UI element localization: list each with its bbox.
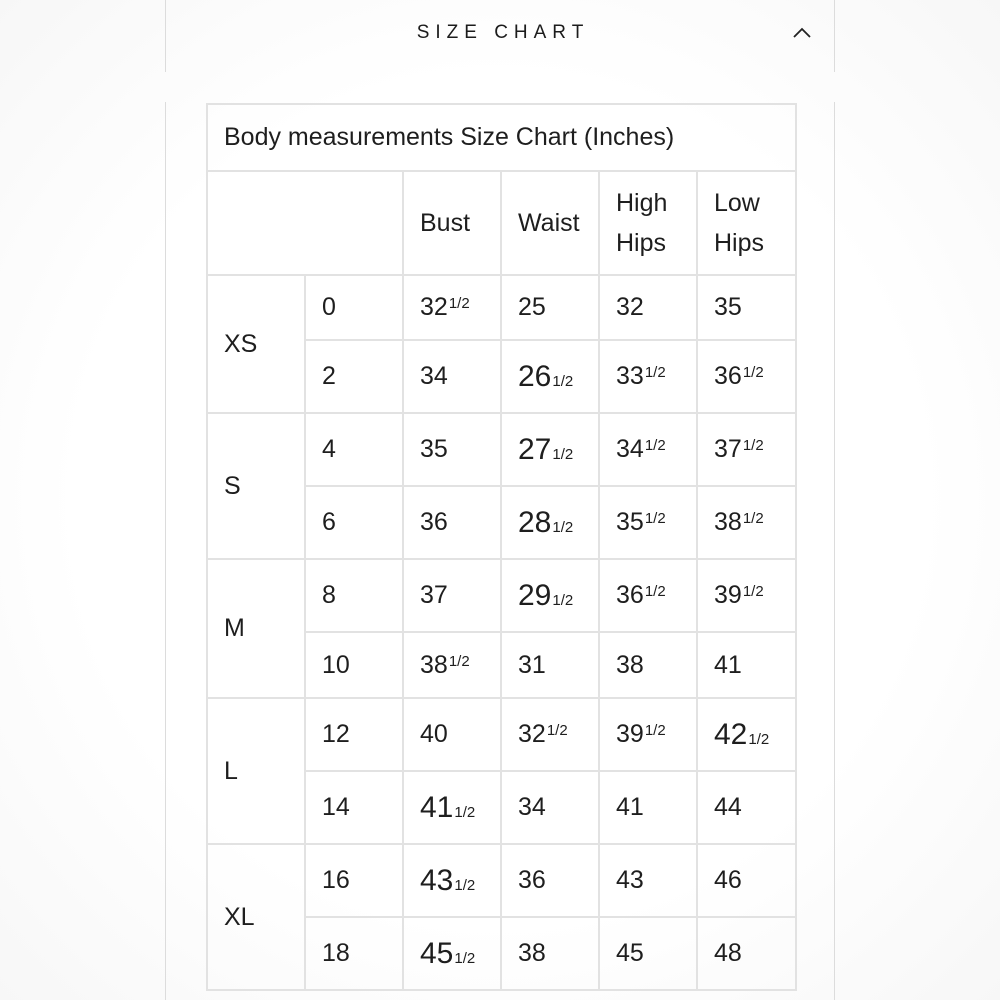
measurement-cell — [599, 559, 697, 632]
table-row — [207, 698, 796, 771]
measurement-whole: 29 — [518, 578, 552, 612]
measurement-whole: 39 — [714, 581, 742, 609]
measurement-cell — [501, 340, 599, 413]
measurement-fraction: 1/2 — [454, 876, 476, 894]
measurement-whole: 35 — [616, 508, 644, 536]
measurement-whole: 35 — [714, 293, 742, 321]
measurement-cell — [501, 486, 599, 559]
measurement-fraction: 1/2 — [644, 510, 666, 527]
measurement-cell — [501, 275, 599, 340]
measurement-cell — [501, 698, 599, 771]
measurement-whole: 32 — [616, 293, 644, 321]
numeric-size-cell: 18 — [305, 917, 403, 990]
measurement-whole: 36 — [420, 508, 448, 536]
measurement-cell — [501, 844, 599, 917]
header-row — [207, 171, 796, 275]
numeric-size-cell: 2 — [305, 340, 403, 413]
table-row — [207, 413, 796, 486]
measurement-fraction: 1/2 — [546, 722, 568, 739]
header-low-hips: Low Hips — [697, 171, 796, 275]
measurement-cell — [501, 559, 599, 632]
measurement-whole: 37 — [714, 435, 742, 463]
measurement-cell — [501, 413, 599, 486]
measurement-whole: 34 — [616, 435, 644, 463]
measurement-cell — [403, 698, 501, 771]
measurement-cell — [403, 340, 501, 413]
table-row — [207, 559, 796, 632]
size-label-cell: XL — [207, 844, 305, 990]
measurement-whole: 27 — [518, 432, 552, 466]
measurement-cell — [403, 559, 501, 632]
size-chart-accordion-toggle[interactable] — [165, 0, 835, 66]
measurement-fraction: 1/2 — [552, 445, 574, 463]
measurement-whole: 28 — [518, 505, 552, 539]
size-label-cell: L — [207, 698, 305, 844]
header-waist: Waist — [501, 171, 599, 275]
measurement-cell — [599, 340, 697, 413]
measurement-whole: 45 — [616, 939, 644, 967]
chevron-up-icon[interactable] — [791, 22, 813, 44]
measurement-cell — [697, 486, 796, 559]
measurement-whole: 25 — [518, 293, 546, 321]
measurement-cell — [697, 413, 796, 486]
measurement-whole: 38 — [714, 508, 742, 536]
measurement-whole: 34 — [518, 793, 546, 821]
measurement-fraction: 1/2 — [454, 949, 476, 967]
measurement-whole: 43 — [616, 866, 644, 894]
table-row — [207, 275, 796, 340]
measurement-cell — [403, 632, 501, 698]
measurement-whole: 32 — [420, 293, 448, 321]
measurement-cell — [403, 917, 501, 990]
measurement-whole: 41 — [714, 650, 742, 679]
numeric-size-cell: 4 — [305, 413, 403, 486]
measurement-cell — [697, 844, 796, 917]
measurement-fraction: 1/2 — [742, 364, 764, 381]
measurement-fraction: 1/2 — [644, 583, 666, 600]
measurement-fraction: 1/2 — [644, 722, 666, 739]
numeric-size-cell: 0 — [305, 275, 403, 340]
measurement-fraction: 1/2 — [448, 295, 470, 312]
measurement-whole: 38 — [518, 939, 546, 967]
measurement-cell — [697, 275, 796, 340]
table-row — [207, 844, 796, 917]
measurement-whole: 35 — [420, 435, 448, 463]
measurement-cell — [697, 340, 796, 413]
measurement-whole: 42 — [714, 717, 748, 751]
measurement-whole: 38 — [420, 650, 448, 679]
measurement-whole: 44 — [714, 793, 742, 821]
size-chart-table — [206, 103, 797, 991]
numeric-size-cell: 16 — [305, 844, 403, 917]
measurement-cell — [599, 275, 697, 340]
measurement-cell — [501, 917, 599, 990]
measurement-fraction: 1/2 — [748, 730, 770, 748]
numeric-size-cell: 14 — [305, 771, 403, 844]
measurement-cell — [599, 413, 697, 486]
size-label-cell: M — [207, 559, 305, 698]
accordion-title: SIZE CHART — [416, 22, 590, 43]
measurement-cell — [697, 917, 796, 990]
measurement-whole: 48 — [714, 939, 742, 967]
measurement-whole: 32 — [518, 720, 546, 748]
measurement-cell — [501, 632, 599, 698]
header-bust: Bust — [403, 171, 501, 275]
numeric-size-cell: 12 — [305, 698, 403, 771]
measurement-cell — [599, 771, 697, 844]
measurement-fraction: 1/2 — [742, 510, 764, 527]
measurement-whole: 39 — [616, 720, 644, 748]
table-caption: Body measurements Size Chart (Inches) — [207, 104, 796, 171]
size-label-cell: XS — [207, 275, 305, 413]
measurement-whole: 41 — [420, 790, 454, 824]
measurement-cell — [403, 486, 501, 559]
measurement-fraction: 1/2 — [552, 591, 574, 609]
measurement-cell — [501, 771, 599, 844]
measurement-fraction: 1/2 — [644, 364, 666, 381]
measurement-cell — [697, 632, 796, 698]
measurement-whole: 37 — [420, 581, 448, 609]
measurement-whole: 36 — [616, 581, 644, 609]
measurement-fraction: 1/2 — [454, 803, 476, 821]
measurement-cell — [697, 559, 796, 632]
measurement-whole: 46 — [714, 866, 742, 894]
measurement-whole: 36 — [714, 362, 742, 390]
measurement-whole: 34 — [420, 362, 448, 390]
measurement-cell — [403, 844, 501, 917]
measurement-cell — [403, 275, 501, 340]
header-corner-cell — [207, 171, 403, 275]
measurement-fraction: 1/2 — [742, 437, 764, 454]
measurement-cell — [599, 698, 697, 771]
measurement-whole: 43 — [420, 863, 454, 897]
measurement-whole: 36 — [518, 866, 546, 894]
header-high-hips: High Hips — [599, 171, 697, 275]
measurement-fraction: 1/2 — [552, 372, 574, 390]
measurement-cell — [697, 698, 796, 771]
measurement-fraction: 1/2 — [552, 518, 574, 536]
numeric-size-cell: 6 — [305, 486, 403, 559]
measurement-whole: 38 — [616, 650, 644, 679]
measurement-whole: 31 — [518, 650, 546, 679]
measurement-cell — [403, 413, 501, 486]
measurement-whole: 33 — [616, 362, 644, 390]
measurement-whole: 26 — [518, 359, 552, 393]
measurement-cell — [599, 844, 697, 917]
measurement-cell — [599, 917, 697, 990]
measurement-fraction: 1/2 — [644, 437, 666, 454]
measurement-cell — [599, 632, 697, 698]
measurement-cell — [403, 771, 501, 844]
measurement-cell — [697, 771, 796, 844]
size-label-cell: S — [207, 413, 305, 559]
measurement-whole: 40 — [420, 720, 448, 748]
numeric-size-cell: 8 — [305, 559, 403, 632]
numeric-size-cell: 10 — [305, 632, 403, 698]
measurement-whole: 45 — [420, 936, 454, 970]
measurement-fraction: 1/2 — [742, 583, 764, 600]
measurement-whole: 41 — [616, 793, 644, 821]
measurement-fraction: 1/2 — [448, 652, 470, 670]
measurement-cell — [599, 486, 697, 559]
